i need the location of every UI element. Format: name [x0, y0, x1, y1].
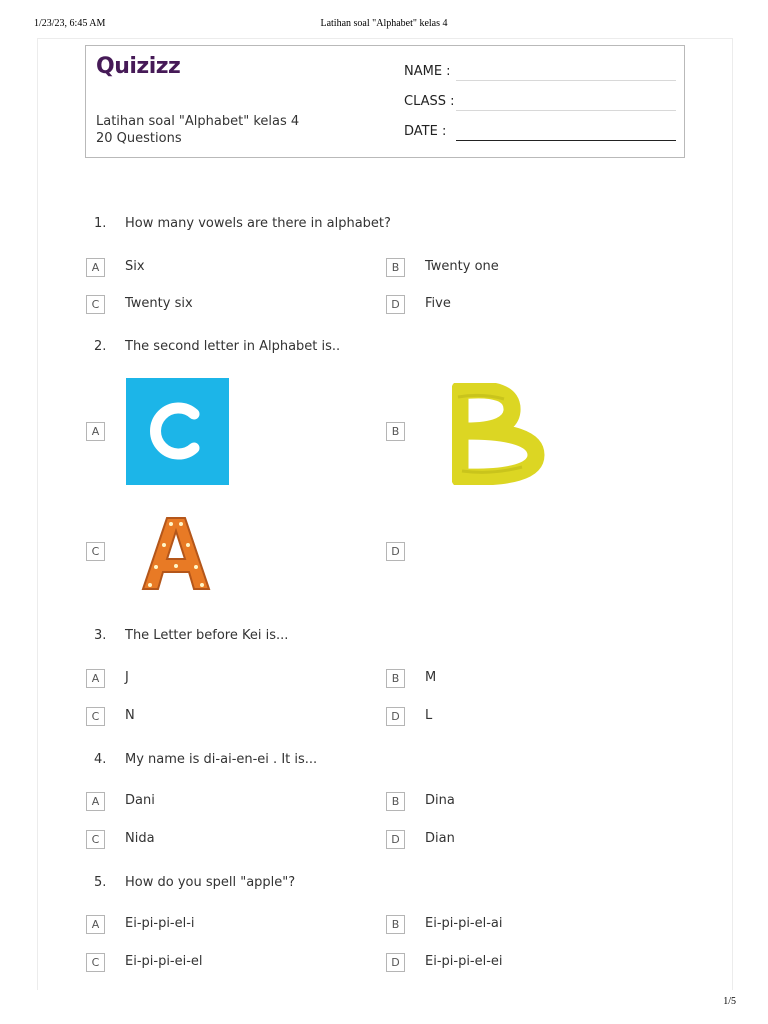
option-text: Dian [425, 831, 455, 846]
question-text: The Letter before Kei is... [125, 628, 289, 643]
option-text: N [125, 708, 135, 723]
class-field [404, 90, 676, 120]
option-letter-badge: D [386, 953, 405, 972]
question-number: 3. [94, 628, 107, 643]
question-text: How do you spell "apple"? [125, 875, 296, 890]
question-number: 5. [94, 875, 107, 890]
letter-c-tile-image [126, 378, 229, 485]
worksheet-page [37, 38, 733, 990]
class-line [456, 110, 676, 111]
option-letter-badge: A [86, 669, 105, 688]
option-letter-badge: B [386, 792, 405, 811]
option-letter-badge: A [86, 422, 105, 441]
option-text: Six [125, 259, 145, 274]
option-text: J [125, 670, 129, 685]
class-label: CLASS : [404, 94, 455, 109]
question-number: 1. [94, 216, 107, 231]
option-text: Ei-pi-pi-ei-el [125, 954, 203, 969]
print-date: 1/23/23, 6:45 AM [34, 18, 106, 29]
option-text: Twenty one [425, 259, 499, 274]
quiz-title: Latihan soal "Alphabet" kelas 4 20 Questions [96, 114, 300, 146]
letter-a-marquee-image [137, 515, 215, 593]
option-letter-badge: C [86, 542, 105, 561]
option-text: Five [425, 296, 451, 311]
name-label: NAME : [404, 64, 451, 79]
question-text: How many vowels are there in alphabet? [125, 216, 391, 231]
option-text: Ei-pi-pi-el-i [125, 916, 195, 931]
question-number: 4. [94, 752, 107, 767]
option-text: Dani [125, 793, 155, 808]
option-text: Dina [425, 793, 455, 808]
option-letter-badge: D [386, 542, 405, 561]
option-letter-badge: A [86, 792, 105, 811]
date-label: DATE : [404, 124, 447, 139]
option-letter-badge: C [86, 830, 105, 849]
quizizz-logo: Quizizz [96, 54, 181, 79]
option-letter-badge: B [386, 669, 405, 688]
name-field [404, 60, 676, 90]
option-text: Ei-pi-pi-el-ai [425, 916, 503, 931]
option-letter-badge: D [386, 707, 405, 726]
option-letter-badge: C [86, 707, 105, 726]
date-line [456, 140, 676, 141]
option-text: M [425, 670, 437, 685]
name-line [456, 80, 676, 81]
option-letter-badge: C [86, 295, 105, 314]
option-text: Ei-pi-pi-el-ei [425, 954, 503, 969]
option-letter-badge: D [386, 295, 405, 314]
option-letter-badge: A [86, 915, 105, 934]
option-text: L [425, 708, 433, 723]
option-letter-badge: B [386, 915, 405, 934]
option-letter-badge: B [386, 422, 405, 441]
option-letter-badge: A [86, 258, 105, 277]
question-number: 2. [94, 339, 107, 354]
question-text: The second letter in Alphabet is.. [125, 339, 341, 354]
option-letter-badge: C [86, 953, 105, 972]
option-text: Nida [125, 831, 155, 846]
letter-b-painted-image [452, 383, 548, 485]
page-number: 1/5 [723, 996, 736, 1007]
option-letter-badge: D [386, 830, 405, 849]
print-title: Latihan soal "Alphabet" kelas 4 [320, 18, 448, 29]
worksheet-header [85, 45, 685, 158]
print-header [0, 16, 768, 32]
option-text: Twenty six [125, 296, 193, 311]
student-fields [404, 60, 676, 150]
question-text: My name is di-ai-en-ei . It is... [125, 752, 318, 767]
date-field [404, 120, 676, 150]
option-letter-badge: B [386, 258, 405, 277]
